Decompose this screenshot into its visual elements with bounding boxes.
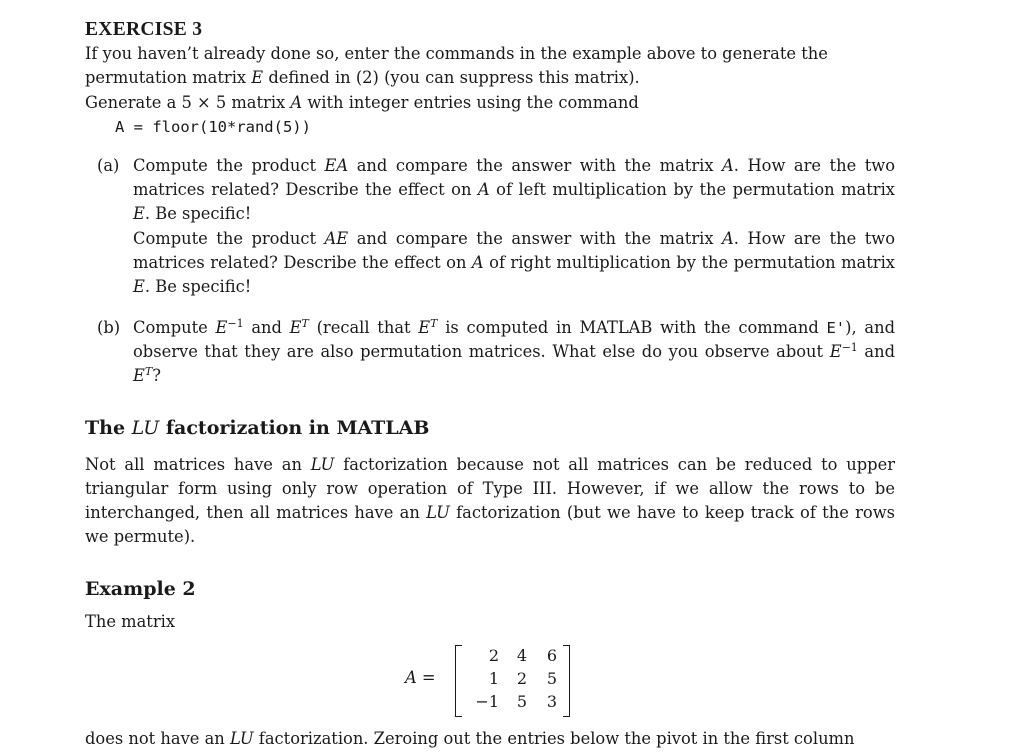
section-title: The LU factorization in MATLAB [85, 416, 430, 439]
right-bracket [563, 645, 570, 717]
part-a: (a) Compute the product EA and compare the answer with the matrix A. How are the two matrices related? Describe the effect on A of left multiplication by the permutation matrix E. Be specific! Compute the product AE and compare the answer with the matrix A. How are the two matrices related? Describe the effect on A of right multiplication by the permutation matrix E. Be specific! [97, 155, 895, 297]
matrix-cell: 4 [516, 646, 527, 665]
exercise-heading: EXERCISE 3 [85, 19, 203, 40]
matrix-cell: 2 [488, 646, 499, 665]
example-continuation: does not have an LU factorization. Zeroing out the entries below the pivot in the first column [85, 729, 855, 748]
part-b-label: (b) [97, 317, 121, 337]
example-title: Example 2 [85, 577, 196, 600]
matrix-cell: 3 [546, 692, 557, 711]
exercise-intro: If you haven’t already done so, enter the commands in the example above to generate the permutation matrix E defined in (2) (you can suppress this matrix). Generate a 5 × 5 matrix A with integer entries using the command [85, 44, 828, 112]
matrix-cell: 6 [546, 646, 557, 665]
document-page [85, 18, 895, 634]
matrix-cell: 5 [516, 692, 527, 711]
matlab-command: A = floor(10*rand(5)) [115, 117, 311, 136]
part-a-label: (a) [97, 155, 120, 175]
matrix-lhs: A = [405, 668, 436, 687]
transpose-command: E' [826, 318, 846, 337]
matrix-entries [465, 646, 557, 715]
matrix-cell: 1 [488, 669, 499, 688]
section-paragraph: Not all matrices have an LU factorization because not all matrices can be reduced to upper triangular form using only row operation of Type III. However, if we allow the rows to be interchanged, then all matrices have an LU factorization (but we have to keep track of the rows we permute). [85, 454, 895, 547]
left-bracket [455, 645, 462, 717]
matrix-cell: 5 [546, 669, 557, 688]
example-intro: The matrix [85, 611, 176, 631]
matrix-cell: −1 [475, 692, 499, 711]
matrix-cell: 2 [516, 669, 527, 688]
part-b: (b) Compute $E^{-1}$ and $E^T$ (recall that $E^T$ is computed in MATLAB with the command E'), and observe that they are also permutation matrices. What else do you observe about $E^{-1}$ and $E^T$? [97, 316, 896, 386]
